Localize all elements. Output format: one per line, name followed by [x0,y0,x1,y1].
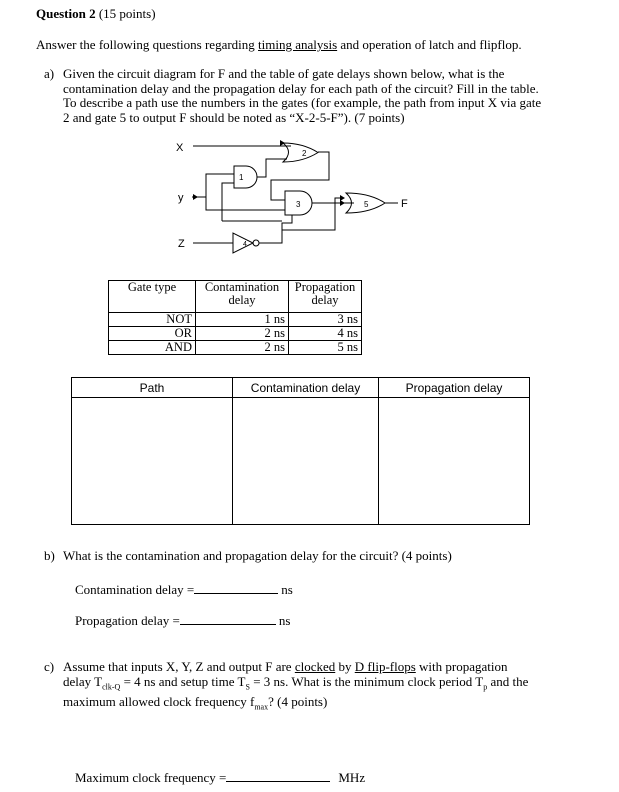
gate-1-label: 1 [239,173,244,182]
input-z-label: Z [178,238,185,250]
part-a-label: a) [44,66,55,81]
question-title: Question 2 (15 points) [36,6,156,21]
answer-header-contamination: Contamination delay [233,378,379,398]
contamination-delay-line: Contamination delay = ns [75,582,293,597]
intro-text: Answer the following questions regarding timing analysis and operation of latch and flipflop. [36,37,522,52]
answer-table [71,377,530,525]
max-frequency-blank[interactable] [226,770,330,782]
header-contamination: Contamination delay [196,281,289,313]
wire-4-to-3 [259,215,292,243]
contamination-delay-blank[interactable] [194,582,278,594]
wire-to-1 [222,183,234,221]
input-x-label: X [176,142,184,154]
answer-contamination-cell[interactable] [233,398,379,525]
answer-header-propagation: Propagation delay [379,378,530,398]
wire-1-to-2 [257,159,287,177]
propagation-delay-line: Propagation delay = ns [75,613,291,628]
header-gate-type: Gate type [109,281,196,313]
propagation-delay-blank[interactable] [180,613,276,625]
gate-4-label: 4 [243,241,247,248]
answer-path-cell[interactable] [72,398,233,525]
input-y-label: y [178,192,184,204]
part-c-text: Assume that inputs X, Y, Z and output F are clocked by D flip-flops with propagation delay $T_{clk-Q} = 4$ ns and setup time $T_S = 3$ ns. What is the minimum clock period $T_p$ and the maximum allowed clock frequency $f_{max}$? (4 points) [63,659,529,712]
output-f-label: F [401,198,408,210]
circuit-diagram [0,0,619,280]
wire-y-to-1 [206,174,234,197]
part-b-question: What is the contamination and propagation delay for the circuit? (4 points) [63,548,452,563]
gate-5-label: 5 [364,200,369,209]
and-gate-1 [234,166,257,188]
part-a-text: Given the circuit diagram for F and the table of gate delays shown below, what is the contamination delay and the propagation delay for each path of the circuit? Fill in the table. To describe a path use the numbers in the gates (for example, the path from input X via gate 2 and gate 5 to output F should be noted as “X-2-5-F”). (7 points) [63,66,542,125]
part-b-label: b) [44,548,55,563]
table-row: OR 2 ns 4 ns [109,327,362,341]
answer-header-path: Path [72,378,233,398]
answer-propagation-cell[interactable] [379,398,530,525]
table-row: NOT 1 ns 3 ns [109,313,362,327]
max-frequency-line: Maximum clock frequency = MHz [75,770,366,785]
gate-delay-table [108,280,362,355]
wire-y-to-3 [206,197,285,210]
gate-3-label: 3 [296,200,301,209]
header-propagation: Propagation delay [289,281,362,313]
gate-2-label: 2 [302,149,307,158]
part-c-label: c) [44,659,55,674]
table-row: AND 2 ns 5 ns [109,341,362,355]
